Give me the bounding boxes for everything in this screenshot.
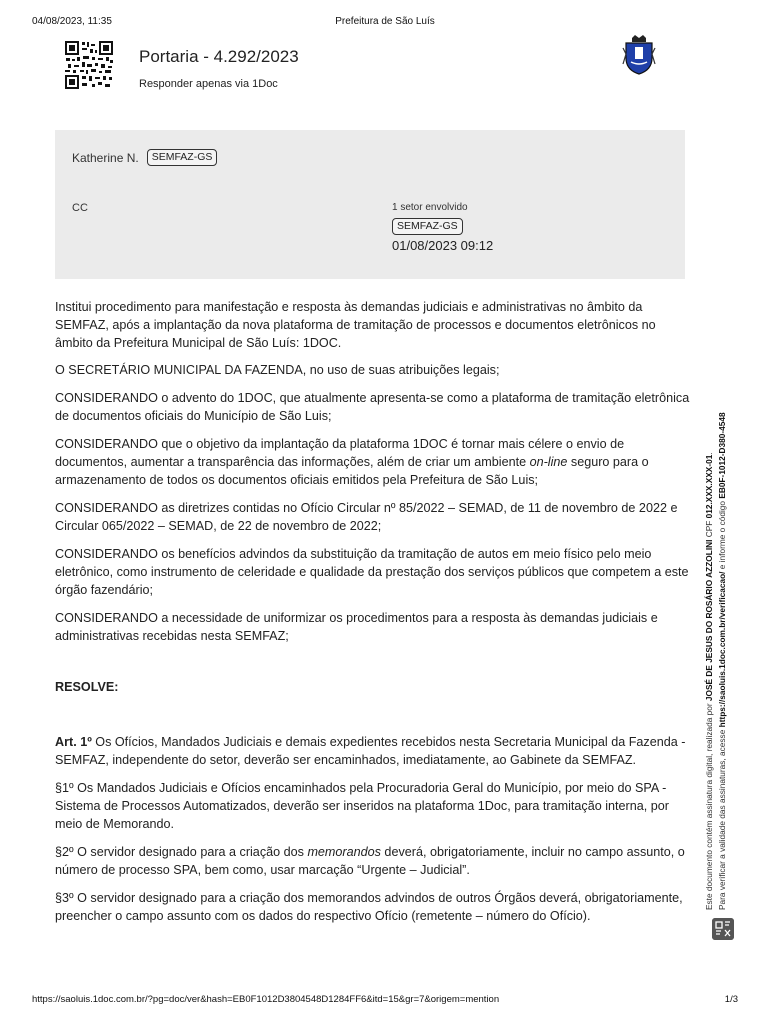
intro-paragraph: Institui procedimento para manifestação e resposta às demandas judiciais e administrativas no âmbito da SEMFAZ, após a implantação da nova plataforma de tramitação de processos e documentos eletrônicos no âmbito da Prefeitura Municipal de São Luís: 1DOC. xyxy=(55,300,656,350)
print-site-title: Prefeitura de São Luís xyxy=(335,16,435,27)
document-subtitle: Responder apenas via 1Doc xyxy=(139,78,278,90)
qr-code xyxy=(64,40,114,90)
signature-line-2: Para verificar a validade das assinaturas, acesse https://saoluis.1doc.com.br/verificacao/ e informe o código EB0F-1012-D380-4548 xyxy=(717,412,727,910)
page-number: 1/3 xyxy=(724,994,738,1005)
document-datetime: 01/08/2023 09:12 xyxy=(392,238,494,253)
sender-sector-tag[interactable]: SEMFAZ-GS xyxy=(147,149,218,166)
paragraph-3: §3º O servidor designado para a criação dos memorandos advindos de outros Órgãos deverá, obrigatoriamente, preencher o campo assunto com os dados do respectivo Ofício (remetente – número do Ofício). xyxy=(55,891,683,923)
print-timestamp: 04/08/2023, 11:35 xyxy=(32,16,112,27)
signature-seal-icon xyxy=(712,918,734,940)
sectors-count: 1 setor envolvido xyxy=(392,202,468,213)
page-url[interactable]: https://saoluis.1doc.com.br/?pg=doc/ver&hash=EB0F1012D3804548D1284FF6&itd=15&gr=7&origem=mention xyxy=(32,994,500,1005)
article-1: Art. 1º Os Ofícios, Mandados Judiciais e demais expedientes recebidos nesta Secretaria Municipal da Fazenda - SEMFAZ, independente do setor, deverão ser encaminhados, imediatamente, ao Gabinete da SEMFAZ. xyxy=(55,735,686,767)
document-title: Portaria - 4.292/2023 xyxy=(139,47,299,66)
considerando-5: CONSIDERANDO a necessidade de uniformizar os procedimentos para a resposta às demandas judiciais e administrativas recebidas nesta SEMFAZ; xyxy=(55,611,658,643)
signature-notice xyxy=(703,350,729,910)
considerando-3: CONSIDERANDO as diretrizes contidas no Ofício Circular nº 85/2022 – SEMAD, de 11 de novembro de 2022 e Circular 065/2022 – SEMAD, de 22 de novembro de 2022; xyxy=(55,501,678,533)
considerando-4: CONSIDERANDO os benefícios advindos da substituição da tramitação de autos em meio físico pelo meio eletrônico, como instrumento de celeridade e qualidade da prestação dos serviços públicos que competem a este órgão fazendário; xyxy=(55,547,689,597)
city-crest-icon xyxy=(622,34,656,76)
paragraph-2: §2º O servidor designado para a criação dos memorandos deverá, obrigatoriamente, incluir no campo assunto, o número de processo SPA, bem como, usar marcação “Urgente – Judicial”. xyxy=(55,845,685,877)
considerando-1: CONSIDERANDO o advento do 1DOC, que atualmente apresenta-se como a plataforma de tramitação eletrônica de documentos oficiais do Município de São Luis; xyxy=(55,391,690,423)
resolve-heading: RESOLVE: xyxy=(55,680,119,694)
print-header xyxy=(32,16,738,30)
signature-line-1: Este documento contém assinatura digital, realizada por JOSÉ DE JESUS DO ROSÁRIO AZZOLINI CPF 012.XXX.XXX-01. xyxy=(704,452,714,910)
document-meta-panel xyxy=(55,130,685,279)
verification-link[interactable]: https://saoluis.1doc.com.br/verificacao/ xyxy=(717,571,727,728)
sender xyxy=(72,149,217,166)
verification-code: EB0F-1012-D380-4548 xyxy=(717,412,727,499)
sector-tag[interactable]: SEMFAZ-GS xyxy=(392,218,463,235)
considerando-2: CONSIDERANDO que o objetivo da implantação da plataforma 1DOC é tornar mais célere o envio de documentos, aumentar a transparência das informações, além de criar um ambiente on-line seguro para o armazenamento de todos os documentos oficiais emitidos pela Prefeitura de São Luis; xyxy=(55,437,649,487)
secretario-paragraph: O SECRETÁRIO MUNICIPAL DA FAZENDA, no uso de suas atribuições legais; xyxy=(55,363,500,377)
sectors-involved xyxy=(392,202,493,253)
print-footer xyxy=(32,994,738,1008)
paragraph-1: §1º Os Mandados Judiciais e Ofícios encaminhados pela Procuradoria Geral do Município, por meio do SPA - Sistema de Processos Automatizados, deverão ser inseridos na plataforma 1Doc, para tramitação interna, por meio de Memorando. xyxy=(55,781,669,831)
document-body xyxy=(55,298,695,925)
cc-label: CC xyxy=(72,202,88,214)
sender-name[interactable]: Katherine N. xyxy=(72,150,139,165)
